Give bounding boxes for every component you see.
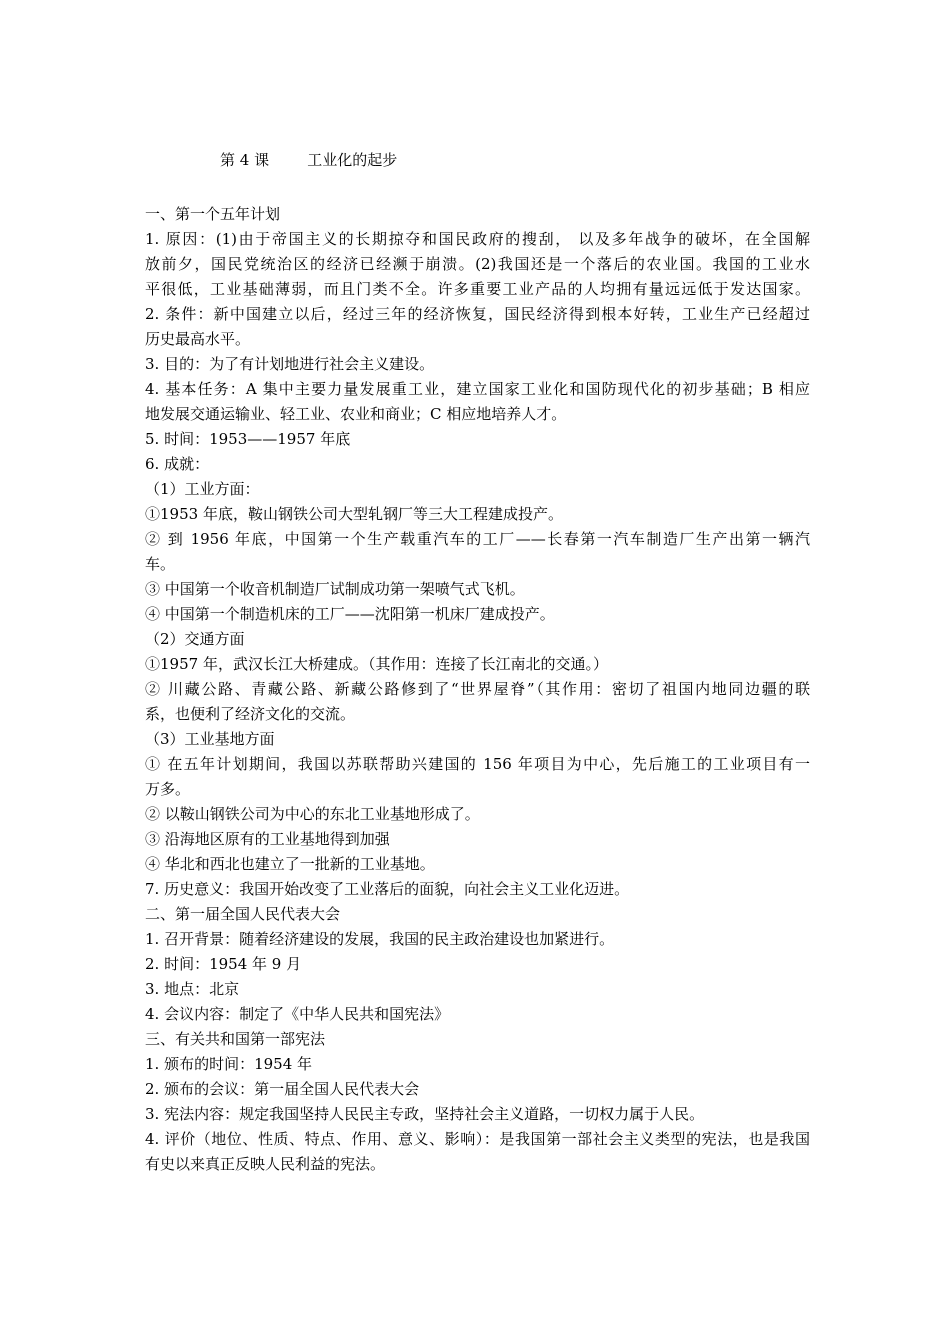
text-line: 三、有关共和国第一部宪法 [145,1030,326,1048]
text-line: ③ 中国第一个收音机制造厂试制成功第一架喷气式飞机。 [145,580,525,598]
text-line: ② 川藏公路、青藏公路、新藏公路修到了“世界屋脊”（其作用：密切了祖国内地同边疆的联 [145,680,810,698]
text-line: ④ 华北和西北也建立了一批新的工业基地。 [145,855,435,873]
text-line: 7. 历史意义：我国开始改变了工业落后的面貌，向社会主义工业化迈进。 [145,880,630,898]
text-line: 历史最高水平。 [145,330,251,348]
text-line: 2. 颁布的会议：第一届全国人民代表大会 [145,1080,420,1098]
text-line: 5. 时间：1953——1957 年底 [145,430,351,448]
page-title: 第 4 课 工业化的起步 [220,151,398,169]
text-line: 地发展交通运输业、轻工业、农业和商业；C 相应地培养人才。 [145,405,567,423]
text-line: 有史以来真正反映人民利益的宪法。 [145,1155,386,1173]
text-line: 3. 宪法内容：规定我国坚持人民民主专政，坚持社会主义道路，一切权力属于人民。 [145,1105,705,1123]
text-line: 4. 基本任务：A 集中主要力量发展重工业，建立国家工业化和国防现代化的初步基础；B 相应 [145,380,810,398]
text-line: ③ 沿海地区原有的工业基地得到加强 [145,830,390,848]
text-line: 1. 颁布的时间：1954 年 [145,1055,313,1073]
text-line: ①1953 年底，鞍山钢铁公司大型轧钢厂等三大工程建成投产。 [145,505,563,523]
text-line: 1. 原因：(1)由于帝国主义的长期掠夺和国民政府的搜刮， 以及多年战争的破坏，在全国解 [145,230,810,248]
text-line: ①1957 年，武汉长江大桥建成。（其作用：连接了长江南北的交通。） [145,655,608,673]
text-line: ④ 中国第一个制造机床的工厂——沈阳第一机床厂建成投产。 [145,605,555,623]
text-line: 3. 目的：为了有计划地进行社会主义建设。 [145,355,435,373]
document-body [145,202,810,1177]
text-line: 车。 [145,555,176,573]
text-line: 放前夕，国民党统治区的经济已经濒于崩溃。(2)我国还是一个落后的农业国。我国的工业水 [145,255,810,273]
text-line: ② 到 1956 年底，中国第一个生产载重汽车的工厂——长春第一汽车制造厂生产出第一辆汽 [145,530,810,548]
text-line: 2. 时间：1954 年 9 月 [145,955,302,973]
text-line: 系，也便利了经济文化的交流。 [145,705,356,723]
text-line: 一、第一个五年计划 [145,205,281,223]
text-line: 4. 评价（地位、性质、特点、作用、意义、影响）：是我国第一部社会主义类型的宪法，也是我国 [145,1130,810,1148]
text-line: （2）交通方面 [145,630,245,648]
text-line: 平很低，工业基础薄弱，而且门类不全。许多重要工业产品的人均拥有量远远低于发达国家。 [145,280,810,298]
text-line: 2. 条件：新中国建立以后，经过三年的经济恢复，国民经济得到根本好转，工业生产已经超过 [145,305,810,323]
text-line: 6. 成就： [145,455,210,473]
text-line: （3）工业基地方面 [145,730,275,748]
text-line: 万多。 [145,780,191,798]
text-line: 1. 召开背景：随着经济建设的发展，我国的民主政治建设也加紧进行。 [145,930,615,948]
document-page [145,150,810,1177]
text-line: 二、第一届全国人民代表大会 [145,905,341,923]
text-line: ① 在五年计划期间，我国以苏联帮助兴建国的 156 年项目为中心，先后施工的工业项目有一 [145,755,810,773]
text-line: 4. 会议内容：制定了《中华人民共和国宪法》 [145,1005,450,1023]
text-line: （1）工业方面： [145,480,260,498]
text-line: 3. 地点：北京 [145,980,240,998]
text-line: ② 以鞍山钢铁公司为中心的东北工业基地形成了。 [145,805,480,823]
